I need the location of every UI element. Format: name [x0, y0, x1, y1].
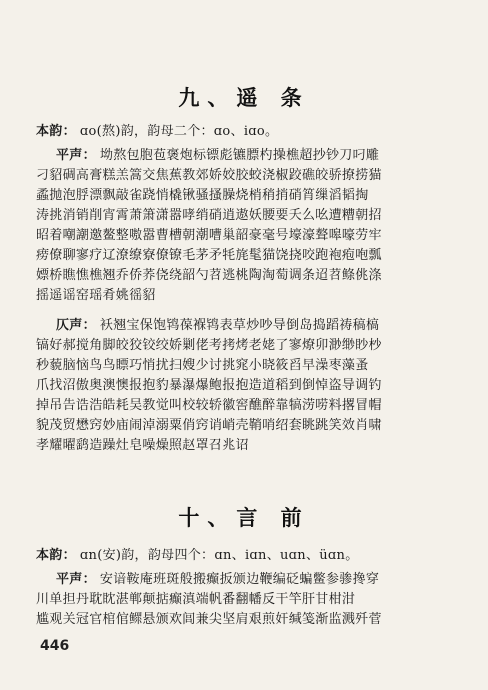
ze-label: 仄声： — [56, 318, 96, 333]
ze-line: 秒藐脑恼鸟鸟瞟巧悄扰扫嫂少讨挑窕小晓筱舀早澡枣藻蚤 — [36, 358, 369, 373]
ping-line: 尴观关冠官棺倌鳏悬颁欢闾兼尖坚肩艰煎奸缄笺渐监溅歼菅 — [36, 612, 382, 627]
page-number: 446 — [40, 638, 70, 654]
ping-line: 嫖桥瞧憔樵翘乔侨荞侥绕韶勺苕逃桃陶淘萄调条迢苕鲦佻涤 — [36, 268, 382, 283]
ping-line: 摇遥谣窑瑶肴姚徭貂 — [36, 288, 156, 303]
base-rhyme-label: 本韵： — [36, 124, 76, 139]
ze-line: 貌茂贸懋窍妙庙闹淖溺粟俏窍诮峭壳鞘哨绍套眺跳笑效肖啸 — [36, 418, 382, 433]
section-title-yaotiao: 九、遥 条 — [178, 86, 310, 110]
ping-text: 坳熬包胞苞褒炮标镖彪镳膘杓操樵超抄钞刀叼雕 — [99, 148, 380, 163]
base-rhyme-label: 本韵： — [36, 548, 76, 563]
ping-line: 川单担丹耽眈湛郸颠掂癫滇端帆番翻幡反干竿肝甘柑泔 — [36, 592, 356, 607]
ping-line: 昭着嘲謿邀鳌整嗷嚣曹槽朝潮嘈巢韶豪毫号壕濠聱嗥嚎劳牢 — [36, 228, 382, 243]
base-rhyme-text: ɑo(熬)韵，韵母二个：ɑo、iɑo。 — [79, 124, 279, 139]
base-rhyme-text: ɑn(安)韵，韵母四个：ɑn、iɑn、uɑn、üɑn。 — [79, 548, 359, 563]
ping-label: 平声： — [56, 148, 96, 163]
ping-line: 蟊抛泡脬漂飘敲雀跷悄橇锹骚搔臊烧梢稍捎硝筲缫滔韬掏 — [36, 188, 369, 203]
ze-line — [56, 316, 460, 336]
ping-line — [56, 570, 460, 590]
ze-line: 镐好郝搅角脚皎狡铰绞娇剿佬考拷烤老姥了寥燎卯渺缈眇杪 — [36, 338, 382, 353]
ping-text: 安谙鞍庵班斑般搬癫扳颁边鞭编砭蝙鳖参骖搀穿 — [99, 572, 380, 587]
ping-line: 刁貂碉高膏糕羔篙交焦蕉教郊娇姣胶蛟浇椒跤礁皎骄撩捞猫 — [36, 168, 382, 183]
ze-line: 爪找沼傲奥澳懊报抱豹暴瀑爆鲍报抱造道稻到倒悼盗导调钓 — [36, 378, 382, 393]
ping-line — [56, 146, 460, 166]
ping-label: 平声： — [56, 572, 96, 587]
base-rhyme-line — [36, 546, 460, 566]
base-rhyme-line — [36, 122, 460, 142]
ze-line: 掉吊告诰浩皓耗吴教觉叫校较轿徽窖醮醉靠犒涝唠料撂冒帽 — [36, 398, 382, 413]
ze-text: 袄翘宝保饱鸨葆褓鸨表草炒吵导倒岛捣蹈祷稿槁 — [99, 318, 380, 333]
ping-line: 痨僚聊寥疗辽潦缭寮僚镣毛茅矛牦旄髦猫饶挠咬跑袍疱咆瓢 — [36, 248, 382, 263]
section-title-yanqian: 十、言 前 — [178, 506, 310, 530]
ping-line: 涛挑消销削宵霄萧箫潇嚣哮绡硝逍遨妖腰要夭么吆遭糟朝招 — [36, 208, 382, 223]
ze-line: 孝耀曜鹞造躁灶皂噪燥照赵罩召兆诏 — [36, 438, 249, 453]
